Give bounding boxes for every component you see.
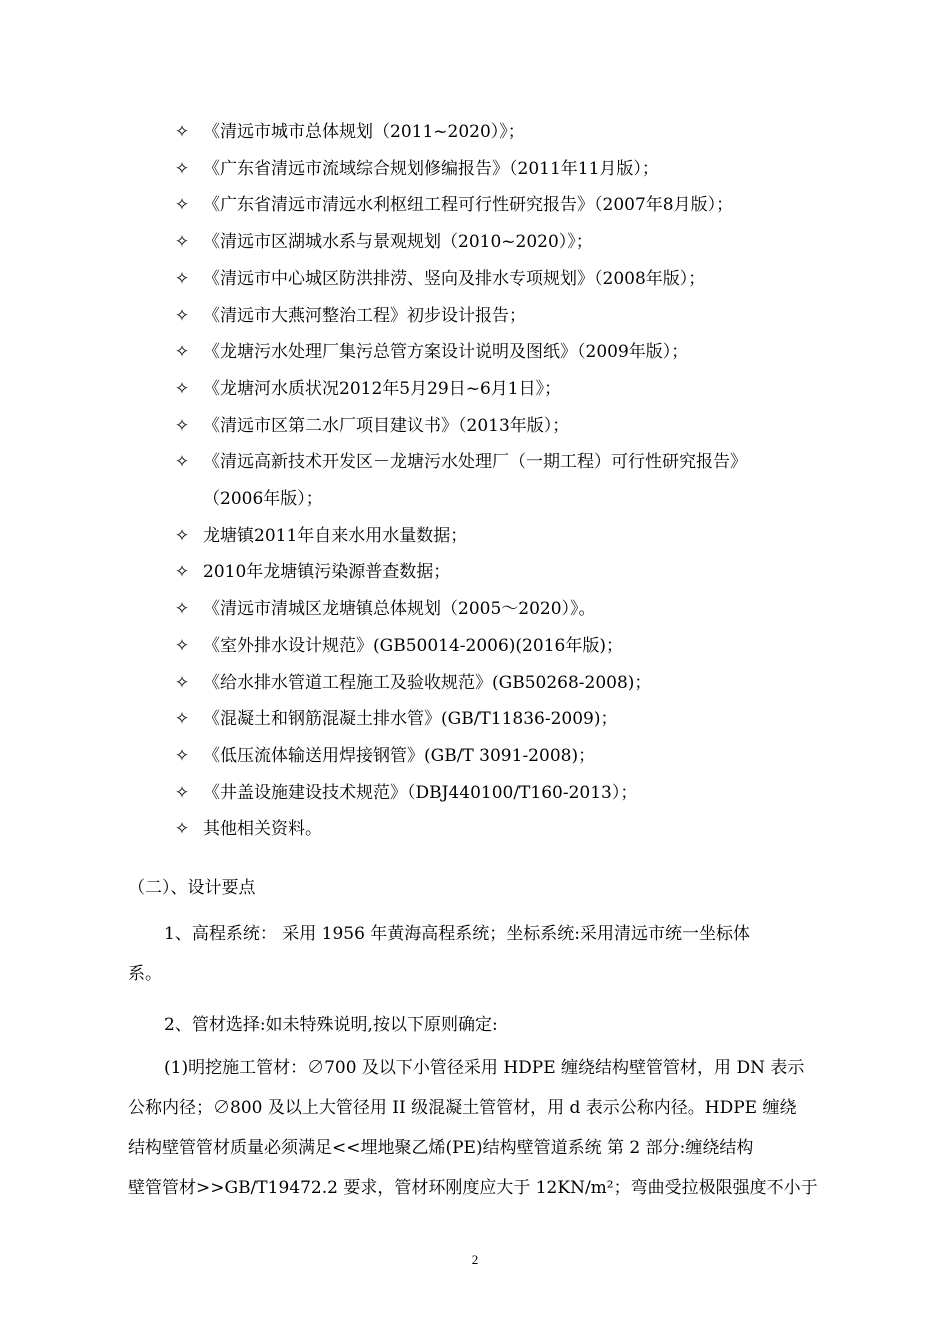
list-item (170, 701, 850, 738)
list-item (170, 224, 850, 261)
list-item (170, 811, 850, 848)
reference-text: 《清远市区湖城水系与景观规划（2010~2020）》； (203, 232, 593, 253)
paragraph-line: 公称内径；∅800 及以上大管径用 II 级混凝土管管材，用 d 表示公称内径。HDPE 缠绕 (128, 1098, 797, 1118)
list-item (170, 738, 850, 775)
list-item (170, 334, 850, 371)
list-item (170, 591, 850, 628)
list-item (170, 628, 850, 665)
diamond-bullet-icon: ✧ (174, 745, 190, 766)
section-heading: （二）、设计要点 (128, 878, 256, 898)
list-item (170, 518, 850, 555)
list-item (170, 261, 850, 298)
page-number: 2 (471, 1252, 479, 1267)
diamond-bullet-icon: ✧ (174, 232, 190, 253)
paragraph-line: 2、管材选择:如未特殊说明,按以下原则确定: (164, 1015, 498, 1035)
diamond-bullet-icon: ✧ (174, 268, 190, 289)
diamond-bullet-icon: ✧ (174, 122, 190, 142)
list-item (170, 775, 850, 812)
paragraph-line: 壁管管材>>GB/T19472.2 要求，管材环刚度应大于 12KN/m²；弯曲受拉极限强度不小于 (128, 1178, 818, 1198)
reference-text: 《低压流体输送用焊接钢管》(GB/T 3091-2008)； (203, 745, 596, 766)
diamond-bullet-icon: ✧ (174, 782, 190, 803)
reference-text: 《清远高新技术开发区－龙塘污水处理厂（一期工程）可行性研究报告》 (203, 452, 747, 473)
paragraph-line: 1、高程系统： 采用 1956 年黄海高程系统；坐标系统:采用清远市统一坐标体 (164, 924, 751, 944)
diamond-bullet-icon: ✧ (174, 342, 190, 363)
paragraph-line: 结构壁管管材质量必须满足<<埋地聚乙烯(PE)结构壁管道系统 第 2 部分:缠绕结构 (128, 1138, 754, 1158)
paragraph-line: 系。 (128, 964, 162, 984)
diamond-bullet-icon: ✧ (174, 525, 190, 546)
diamond-bullet-icon: ✧ (174, 195, 190, 216)
diamond-bullet-icon: ✧ (174, 635, 190, 656)
reference-text: 《清远市中心城区防洪排涝、竖向及排水专项规划》（2008年版）； (203, 268, 706, 289)
diamond-bullet-icon: ✧ (174, 709, 190, 730)
reference-text: 《龙塘污水处理厂集污总管方案设计说明及图纸》（2009年版）； (203, 342, 689, 363)
paragraph-line: (1)明挖施工管材：∅700 及以下小管径采用 HDPE 缠绕结构壁管管材，用 DN 表示 (164, 1058, 805, 1078)
list-item (170, 408, 850, 445)
diamond-bullet-icon: ✧ (174, 305, 190, 326)
reference-text: 2010年龙塘镇污染源普查数据； (203, 562, 451, 583)
list-item (170, 114, 850, 151)
reference-text: 《给水排水管道工程施工及验收规范》(GB50268-2008)； (203, 672, 652, 693)
diamond-bullet-icon: ✧ (174, 158, 190, 179)
reference-text: 《室外排水设计规范》(GB50014-2006)(2016年版)； (203, 635, 623, 656)
list-item (170, 151, 850, 188)
list-item (170, 371, 850, 408)
diamond-bullet-icon: ✧ (174, 415, 190, 436)
paragraph-pipe-selection (128, 1005, 828, 1045)
list-item (170, 554, 850, 591)
reference-text: 《广东省清远市流域综合规划修编报告》（2011年11月版）； (203, 158, 659, 179)
reference-text: 《龙塘河水质状况2012年5月29日~6月1日》； (203, 378, 562, 399)
paragraph-elevation-system (128, 914, 828, 994)
reference-text: 《清远市区第二水厂项目建议书》（2013年版）； (203, 415, 570, 436)
diamond-bullet-icon: ✧ (174, 672, 190, 693)
list-item (170, 187, 850, 224)
reference-list (170, 114, 850, 848)
paragraph-open-cut-pipe (128, 1048, 828, 1208)
list-item (170, 665, 850, 702)
diamond-bullet-icon: ✧ (174, 452, 190, 473)
diamond-bullet-icon: ✧ (174, 599, 190, 620)
reference-text: 其他相关资料。 (203, 819, 322, 840)
reference-text: 《清远市大燕河整治工程》初步设计报告； (203, 305, 526, 326)
reference-text: 《井盖设施建设技术规范》（DBJ440100/T160-2013）； (203, 782, 638, 803)
diamond-bullet-icon: ✧ (174, 562, 190, 583)
reference-text: 《广东省清远市清远水利枢纽工程可行性研究报告》（2007年8月版）； (203, 195, 734, 216)
reference-text: 《清远市清城区龙塘镇总体规划（2005～2020）》。 (203, 599, 596, 620)
reference-text: 《混凝土和钢筋混凝土排水管》(GB/T11836-2009)； (203, 709, 618, 730)
reference-text: 《清远市城市总体规划（2011~2020）》； (203, 122, 525, 142)
diamond-bullet-icon: ✧ (174, 378, 190, 399)
list-item (170, 444, 850, 517)
reference-text: 龙塘镇2011年自来水用水量数据； (203, 525, 468, 546)
reference-text-continuation: （2006年版）； (203, 489, 323, 510)
list-item (170, 298, 850, 335)
diamond-bullet-icon: ✧ (174, 819, 190, 840)
